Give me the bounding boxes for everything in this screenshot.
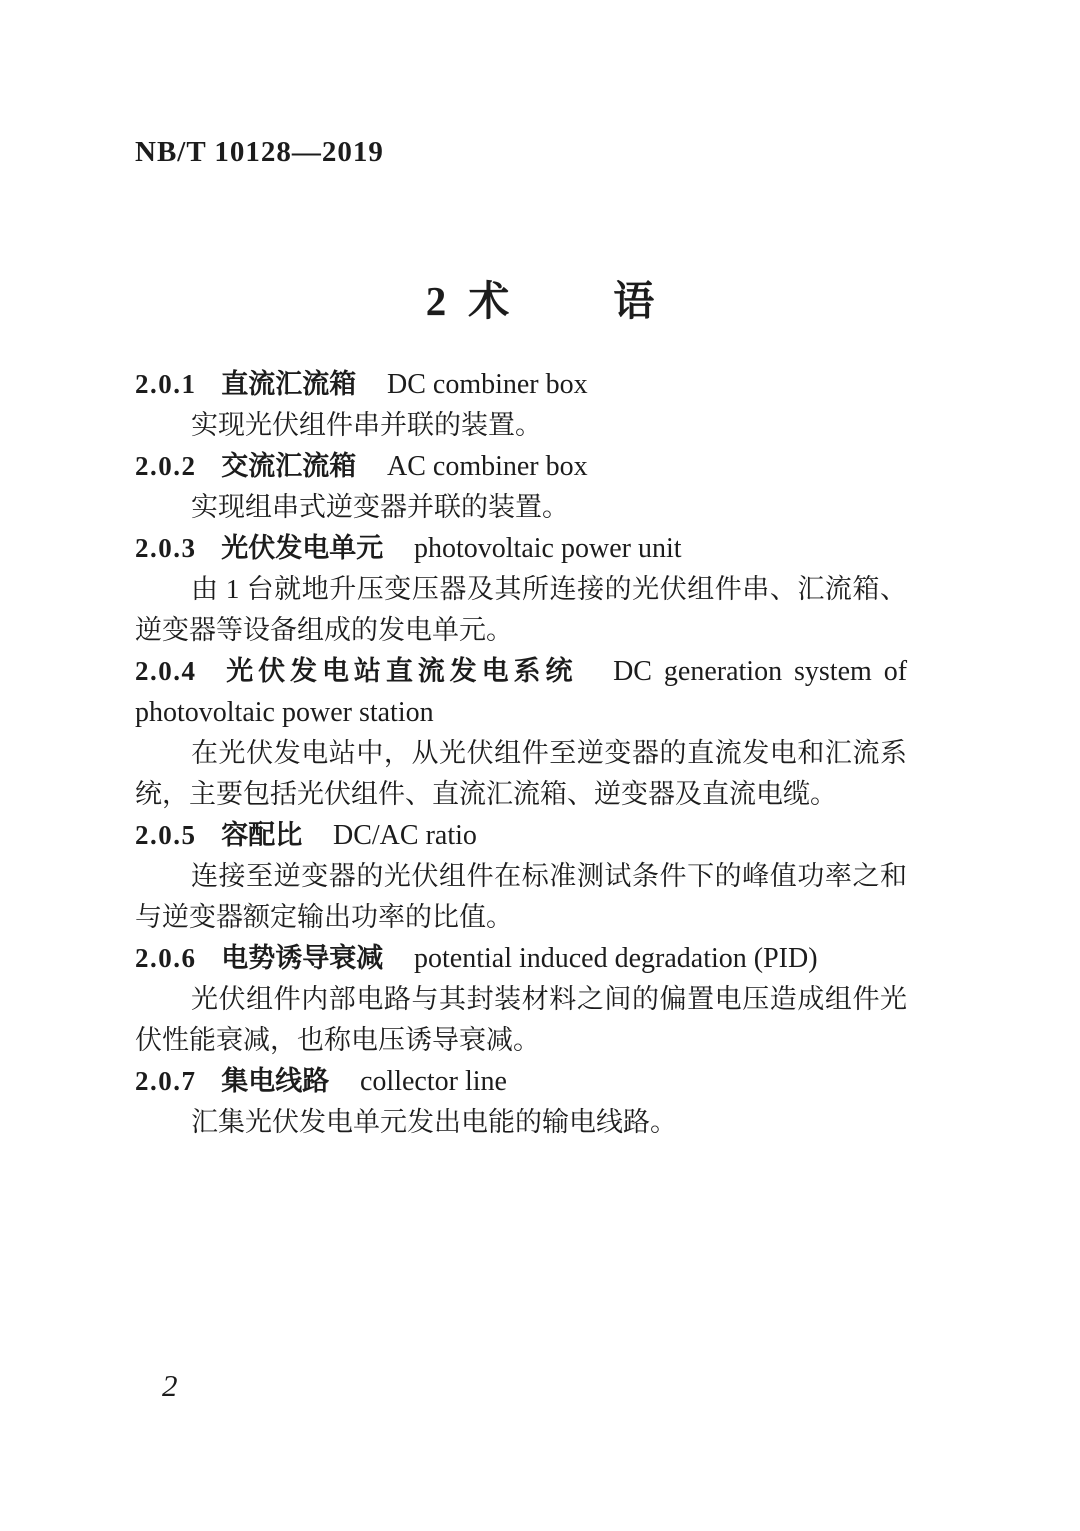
definition-line — [135, 405, 907, 446]
chapter-title-char-1: 术 — [468, 278, 510, 324]
definition-text: 统，主要包括光伏组件、直流汇流箱、逆变器及直流电缆。 — [135, 779, 837, 809]
term-number: 2.0.3 — [135, 533, 197, 563]
definition-text: 连接至逆变器的光伏组件在标准测试条件下的峰值功率之和 — [191, 861, 907, 891]
definition-text: 伏性能衰减，也称电压诱导衰减。 — [135, 1025, 540, 1055]
term-number: 2.0.5 — [135, 820, 197, 850]
definition-line — [135, 569, 907, 610]
term-number: 2.0.6 — [135, 943, 197, 973]
term-name-en: DC generation system of — [613, 656, 908, 687]
term-name-zh: 直流汇流箱 — [221, 369, 357, 399]
term-name-zh: 光伏发电单元 — [221, 533, 384, 563]
term-number: 2.0.4 — [135, 656, 197, 686]
term-name-en: AC combiner box — [387, 451, 588, 482]
term-name-en: photovoltaic power unit — [414, 533, 682, 564]
definition-text: 逆变器等设备组成的发电单元。 — [135, 615, 513, 645]
chapter-number: 2 — [425, 278, 447, 324]
term-name-en: DC/AC ratio — [333, 820, 477, 851]
definition-line — [135, 610, 907, 651]
term-name-en: potential induced degradation (PID) — [414, 943, 818, 974]
page-number: 2 — [162, 1368, 178, 1403]
definition-line — [135, 1020, 907, 1061]
term-name-zh: 光伏发电站直流发电系统 — [226, 656, 578, 686]
term-name-zh: 电势诱导衰减 — [221, 943, 384, 973]
term-name-en: DC combiner box — [387, 369, 588, 400]
definition-text: 与逆变器额定输出功率的比值。 — [135, 902, 513, 932]
term-name-zh: 集电线路 — [221, 1066, 330, 1096]
standard-number-header: NB/T 10128—2019 — [135, 136, 384, 168]
definition-text: 在光伏发电站中，从光伏组件至逆变器的直流发电和汇流系 — [191, 738, 907, 768]
definition-text: 实现组串式逆变器并联的装置。 — [191, 492, 569, 522]
term-name-zh: 容配比 — [221, 820, 303, 850]
term-name-zh: 交流汇流箱 — [221, 451, 357, 481]
term-heading-line — [135, 364, 907, 405]
definition-text: 由 1 台就地升压变压器及其所连接的光伏组件串、汇流箱、 — [191, 574, 907, 604]
term-heading-line — [135, 815, 907, 856]
definition-line — [135, 856, 907, 897]
term-heading-line — [135, 528, 907, 569]
term-heading-line — [135, 651, 907, 692]
term-number: 2.0.7 — [135, 1066, 197, 1096]
definition-line — [135, 487, 907, 528]
definition-line — [135, 733, 907, 774]
term-name-en: photovoltaic power station — [135, 697, 434, 728]
term-heading-line — [135, 692, 907, 733]
body-lines — [135, 364, 907, 1143]
definition-text: 汇集光伏发电单元发出电能的输电线路。 — [191, 1107, 677, 1137]
definition-line — [135, 897, 907, 938]
chapter-title — [0, 268, 1080, 327]
definition-line — [135, 979, 907, 1020]
definition-line — [135, 774, 907, 815]
term-number: 2.0.2 — [135, 451, 197, 481]
term-number: 2.0.1 — [135, 369, 197, 399]
definition-text: 光伏组件内部电路与其封装材料之间的偏置电压造成组件光 — [191, 984, 907, 1014]
chapter-title-char-2: 语 — [613, 278, 655, 324]
term-name-en: collector line — [360, 1066, 507, 1097]
term-heading-line — [135, 446, 907, 487]
term-heading-line — [135, 938, 907, 979]
definition-text: 实现光伏组件串并联的装置。 — [191, 410, 542, 440]
term-heading-line — [135, 1061, 907, 1102]
definition-line — [135, 1102, 907, 1143]
